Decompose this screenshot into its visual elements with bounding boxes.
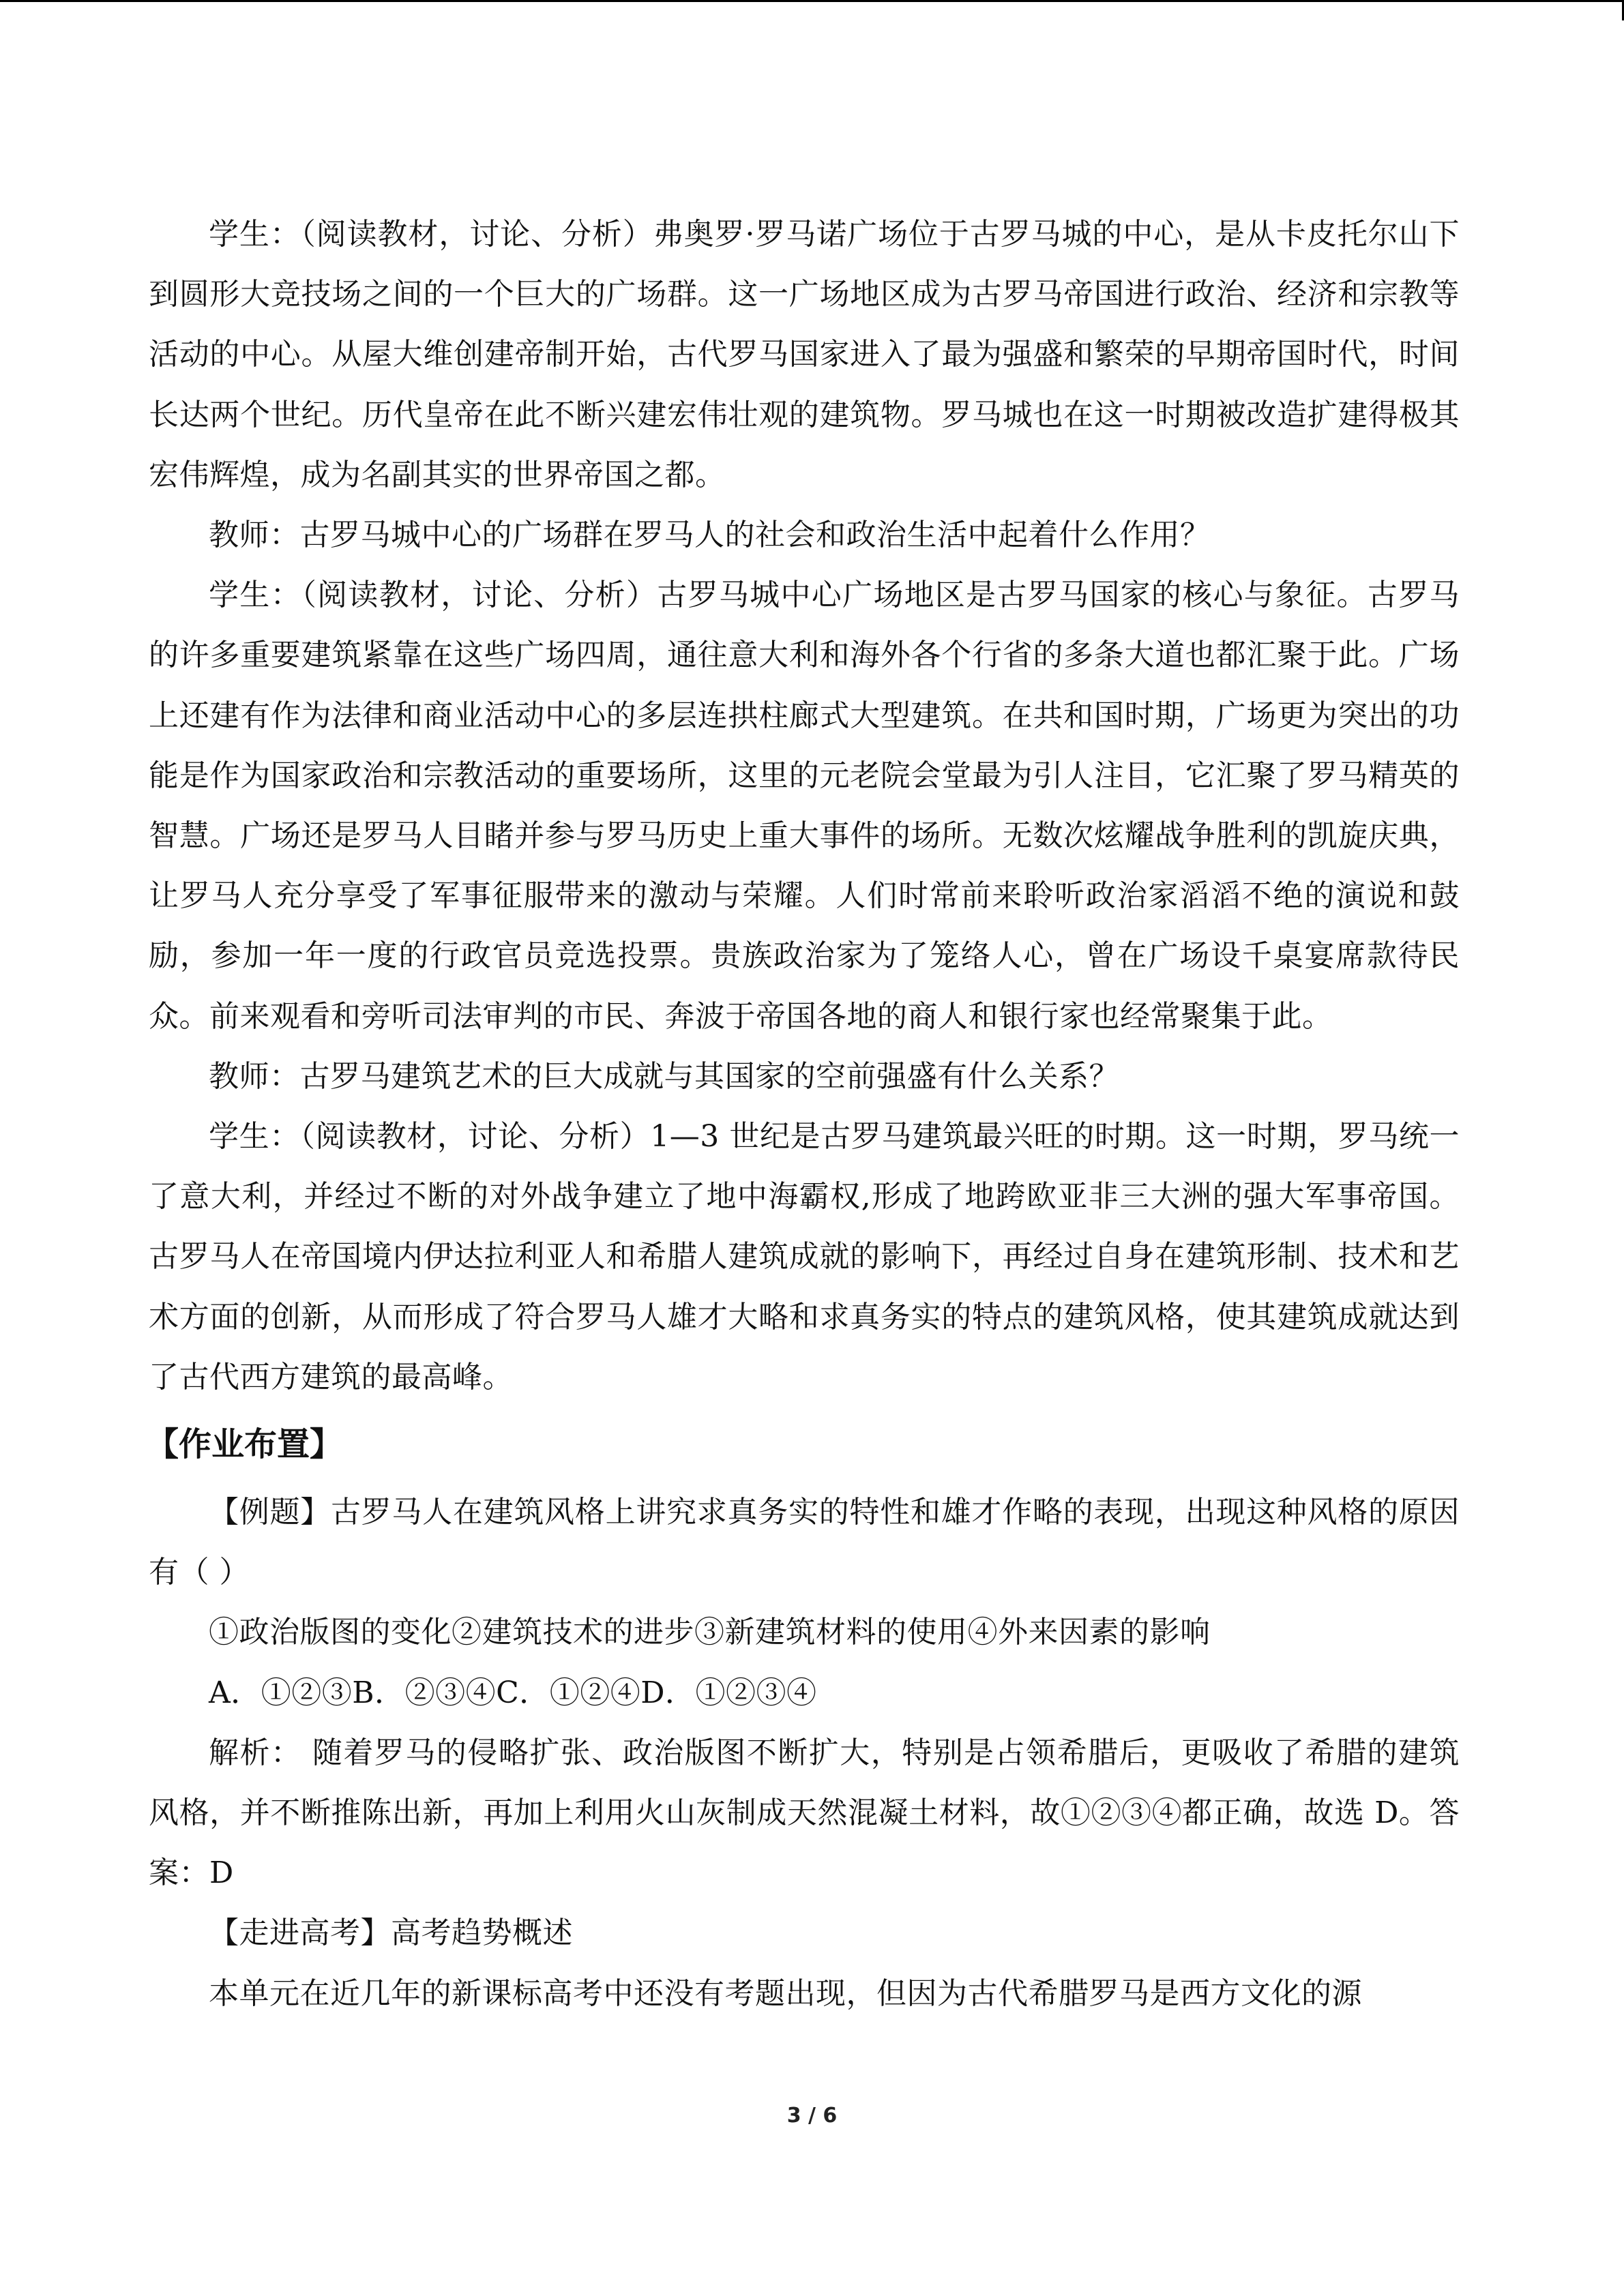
paragraph-student-answer-1: 学生：（阅读教材，讨论、分析）弗奥罗·罗马诺广场位于古罗马城的中心，是从卡皮托尔山下到圆形大竞技场之间的一个巨大的广场群。这一广场地区成为古罗马帝国进行政治、经济和宗教等活动的中心。从屋大维创建帝制开始，古代罗马国家进入了最为强盛和繁荣的早期帝国时代，时间长达两个世纪。历代皇帝在此不断兴建宏伟壮观的建筑物。罗马城也在这一时期被改造扩建得极其宏伟辉煌，成为名副其实的世界帝国之都。	[149, 217, 1460, 492]
paragraph-student-answer-3: 学生：（阅读教材，讨论、分析）1—3 世纪是古罗马建筑最兴旺的时期。这一时期，罗马统一了意大利，并经过不断的对外战争建立了地中海霸权,形成了地跨欧亚非三大洲的强大军事帝国。古罗马人在帝国境内伊达拉利亚人和希腊人建筑成就的影响下，再经过自身在建筑形制、技术和艺术方面的创新，从而形成了符合罗马人雄才大略和求真务实的特点的建筑风格，使其建筑成就达到了古代西方建筑的最高峰。	[149, 1119, 1460, 1395]
paragraph-teacher-question-2: 教师：古罗马建筑艺术的巨大成就与其国家的空前强盛有什么关系？	[209, 1058, 1119, 1094]
section-heading-homework: 【作业布置】	[146, 1425, 343, 1464]
page-top-border	[0, 0, 1624, 2]
paragraph-exam-trend-title: 【走进高考】高考趋势概述	[209, 1915, 573, 1951]
paragraph-example-question: 【例题】古罗马人在建筑风格上讲究求真务实的特性和雄才作略的表现，出现这种风格的原因有（ ）	[149, 1495, 1460, 1590]
paragraph-exam-trend-text: 本单元在近几年的新课标高考中还没有考题出现，但因为古代希腊罗马是西方文化的源	[209, 1976, 1362, 2011]
paragraph-example-analysis: 解析： 随着罗马的侵略扩张、政治版图不断扩大，特别是占领希腊后，更吸收了希腊的建筑风格，并不断推陈出新，再加上利用火山灰制成天然混凝土材料，故①②③④都正确，故选 D。答案：D	[149, 1735, 1460, 1891]
paragraph-student-answer-2: 学生：（阅读教材，讨论、分析）古罗马城中心广场地区是古罗马国家的核心与象征。古罗马的许多重要建筑紧靠在这些广场四周，通往意大利和海外各个行省的多条大道也都汇聚于此。广场上还建有作为法律和商业活动中心的多层连拱柱廊式大型建筑。在共和国时期，广场更为突出的功能是作为国家政治和宗教活动的重要场所，这里的元老院会堂最为引人注目，它汇聚了罗马精英的智慧。广场还是罗马人目睹并参与罗马历史上重大事件的场所。无数次炫耀战争胜利的凯旋庆典，让罗马人充分享受了军事征服带来的激动与荣耀。人们时常前来聆听政治家滔滔不绝的演说和鼓励，参加一年一度的行政官员竞选投票。贵族政治家为了笼络人心，曾在广场设千桌宴席款待民众。前来观看和旁听司法审判的市民、奔波于帝国各地的商人和银行家也经常聚集于此。	[149, 578, 1460, 1034]
paragraph-teacher-question-1: 教师：古罗马城中心的广场群在罗马人的社会和政治生活中起着什么作用？	[209, 518, 1211, 553]
paragraph-example-items: ①政治版图的变化②建筑技术的进步③新建筑材料的使用④外来因素的影响	[209, 1615, 1211, 1650]
document-body	[146, 205, 1460, 2024]
page-number: 3 / 6	[786, 2104, 838, 2128]
paragraph-example-options: A．①②③B．②③④C．①②④D．①②③④	[209, 1675, 817, 1710]
